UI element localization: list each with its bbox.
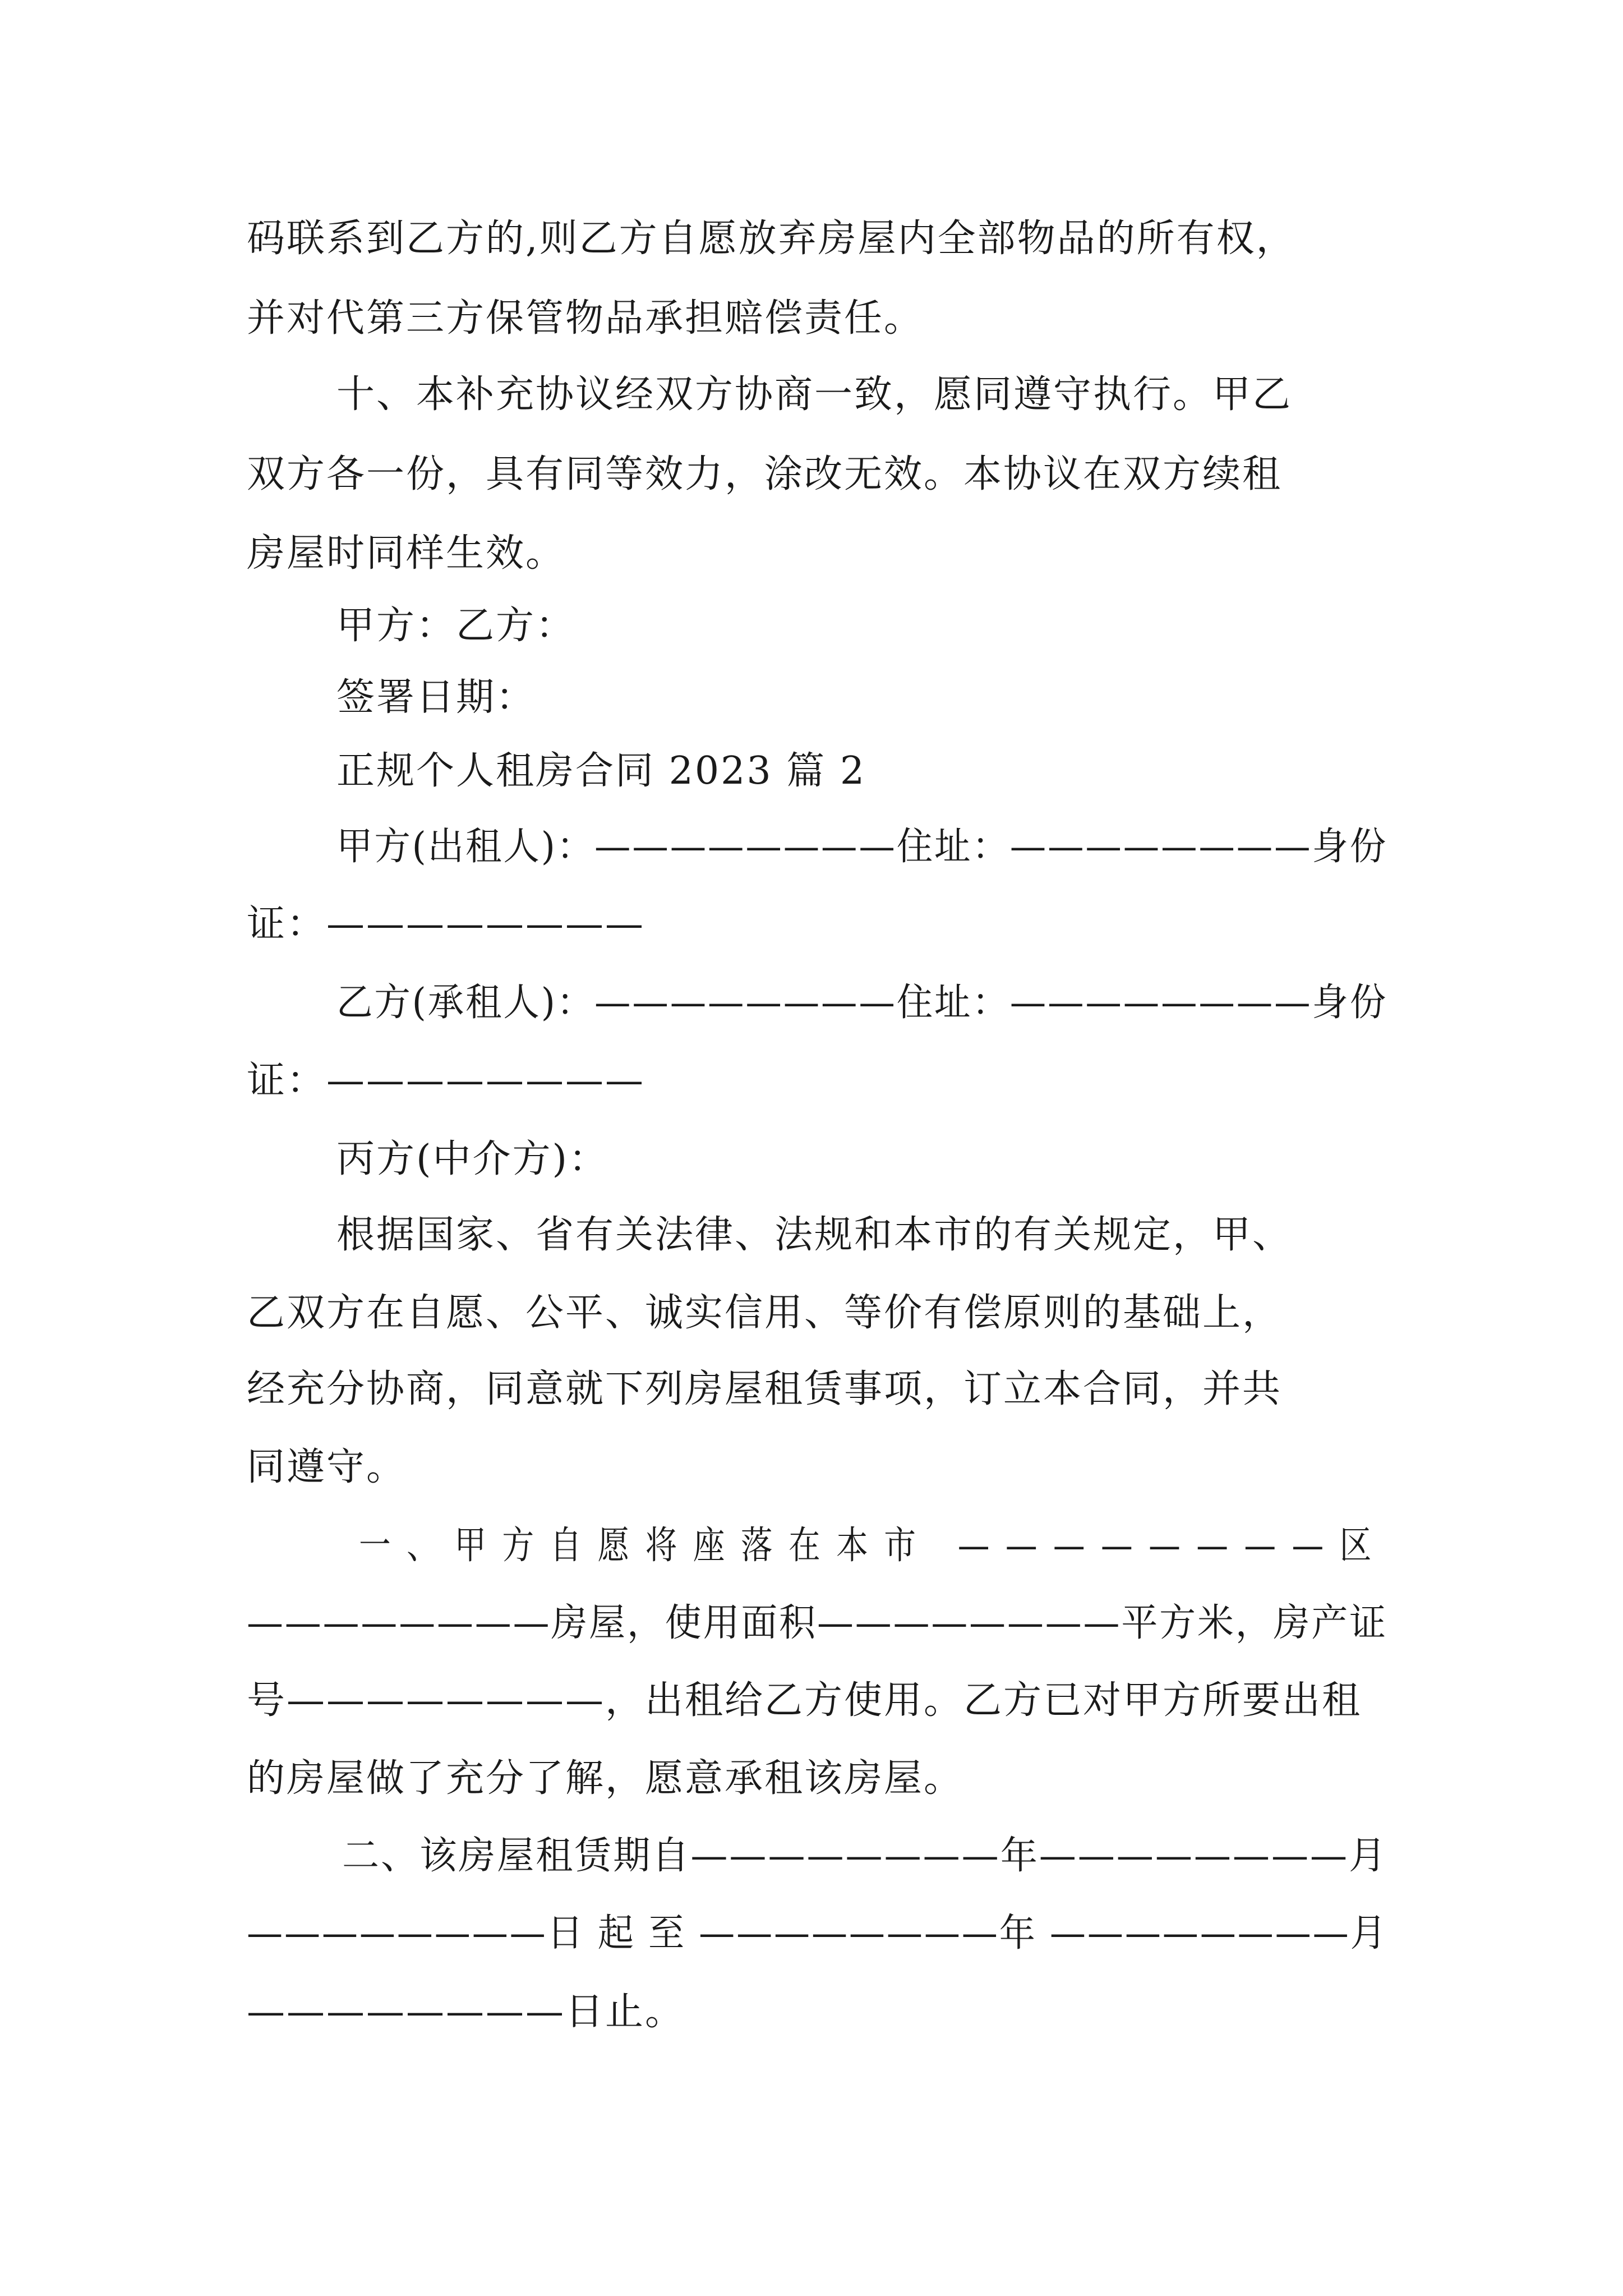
agent-line: 丙方(中介方)： — [336, 1137, 609, 1181]
text-line: ————————日 起 至 ————————年 ————————月 — [247, 1911, 1388, 1955]
text-line: 乙双方在自愿、公平、诚实信用、等价有偿原则的基础上， — [247, 1291, 1283, 1335]
text-line: 号————————，出租给乙方使用。乙方已对甲方所要出租 — [247, 1678, 1362, 1723]
signing-date: 签署日期： — [336, 675, 536, 720]
text-line: 的房屋做了充分了解，愿意承租该房屋。 — [247, 1756, 964, 1801]
text-line: ————————房屋，使用面积————————平方米，房产证 — [247, 1601, 1387, 1645]
clause-2-heading: 二、该房屋租赁期自————————年————————月 — [342, 1834, 1388, 1878]
text-line: 码联系到乙方的,则乙方自愿放弃房屋内全部物品的所有权， — [247, 217, 1296, 261]
text-line: 房屋时同样生效。 — [247, 531, 566, 576]
text-line: 经充分协商，同意就下列房屋租赁事项，订立本合同，并共 — [247, 1367, 1283, 1411]
signature-parties: 甲方：乙方： — [336, 604, 576, 648]
text-line: ————————日止。 — [247, 1990, 685, 2034]
lessee-line: 乙方(承租人)：————————住址：————————身份 — [336, 981, 1388, 1025]
text-line: 证：———————— — [247, 1059, 645, 1103]
text-line: 并对代第三方保管物品承担赔偿责任。 — [247, 296, 924, 341]
text-line: 同遵守。 — [247, 1445, 407, 1489]
text-line: 双方各一份，具有同等效力，涂改无效。本协议在双方续租 — [247, 452, 1283, 496]
clause-1-heading: 一、甲方自愿将座落在本市 ————————区 — [359, 1524, 1387, 1568]
clause-10-heading: 十、本补充协议经双方协商一致，愿同遵守执行。甲乙 — [336, 372, 1293, 417]
text-line: 证：———————— — [247, 902, 645, 946]
preamble-start: 根据国家、省有关法律、法规和本市的有关规定，甲、 — [336, 1213, 1293, 1257]
section-title: 正规个人租房合同 2023 篇 2 — [336, 749, 866, 793]
lessor-line: 甲方(出租人)：————————住址：————————身份 — [336, 825, 1388, 869]
